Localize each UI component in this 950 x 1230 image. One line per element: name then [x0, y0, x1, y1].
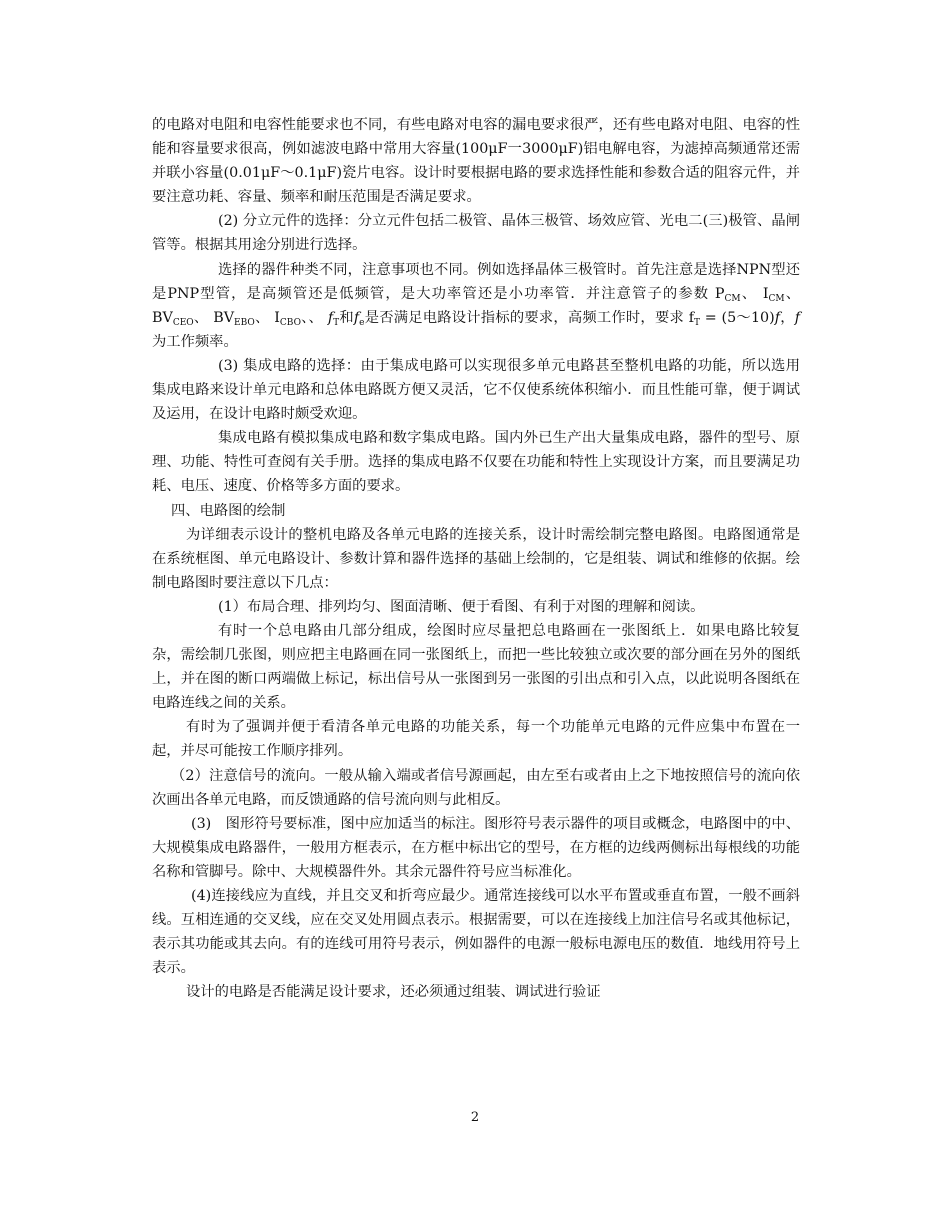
- param-icbo: $I_{CBO}$: [274, 309, 301, 328]
- paragraph-signal-flow: （2）注意信号的流向。一般从输入端或者信号源画起，由左至右或者由上之下地按照信号的流向依次画出各单元电路，而反馈通路的信号流向则与此相反。: [152, 767, 800, 808]
- document-body: [152, 113, 800, 1004]
- param-ft: $f_T$: [327, 309, 340, 328]
- paragraph-integrated-circuits: (3) 集成电路的选择：由于集成电路可以实现很多单元电路甚至整机电路的功能，所以选用集成电路来设计单元电路和总体电路既方便又灵活，它不仅使系统体积缩小．而且性能可靠，便于调试及运用，在设计电路时颇受欢迎。: [152, 357, 800, 423]
- param-bvebo: $BV_{EBO}$: [213, 309, 255, 328]
- paragraph-layout-rule: (1）布局合理、排列均匀、图面清晰、便于看图、有利于对图的理解和阅读。: [218, 598, 705, 615]
- paragraph-ic-types: 集成电路有模拟集成电路和数字集成电路。国内外已生产出大量集成电路，器件的型号、原理、功能、特性可查阅有关手册。选择的集成电路不仅要在功能和特性上实现设计方案，而且要满足功耗、电压、速度、价格等多方面的要求。: [152, 430, 800, 495]
- page-number: 2: [470, 1110, 480, 1125]
- paragraph-capacitor-requirements: 的电路对电阻和电容性能要求也不同，有些电路对电容的漏电要求很严，还有些电路对电阻、电容的性能和容量要求很高，例如滤波电路中常用大容量(100μF一3000μF)铝电解电容，为滤掉高频通常还需并联小容量(0.01μF～0.1μF)瓷片电容。设计时要根据电路的要求选择性能和参数合适的阻容元件，并要注意功耗、容量、频率和耐压范围是否满足要求。: [152, 117, 800, 206]
- paragraph-discrete-components: (2) 分立元件的选择：分立元件包括二极管、晶体三极管、场效应管、光电二(三)极管、晶闸管等。根据其用途分别进行选择。: [152, 213, 800, 254]
- section-heading-circuit-drawing: 四、电路图的绘制: [171, 502, 286, 519]
- paragraph-circuit-diagram-intro: 为详细表示设计的整机电路及各单元电路的连接关系，设计时需绘制完整电路图。电路图通常是在系统框图、单元电路设计、参数计算和器件选择的基础上绘制的，它是组装、调试和维修的依据。绘制电路图时要注意以下几点：: [152, 526, 800, 591]
- paragraph-verification: 设计的电路是否能满足设计要求，还必须通过组装、调试进行验证: [186, 984, 601, 1001]
- paragraph-symbol-standards: (3) 图形符号要标准，图中应加适当的标注。图形符号表示器件的项目或概念，电路图中的中、大规模集成电路器件，一般用方框表示，在方框中标出它的型号，在方框的边线两侧标出每根线的功能名称和管脚号。除中、大规模器件外。其余元器件符号应当标准化。: [152, 815, 800, 880]
- param-fe: $f_e$: [353, 309, 365, 328]
- paragraph-multi-sheet: 有时一个总电路由几部分组成，绘图时应尽量把总电路画在一张图纸上．如果电路比较复杂，需绘制几张图，则应把主电路画在同一张图纸上，而把一些比较独立或次要的部分画在另外的图纸上，并在图的断口两端做上标记，标出信号从一张图到另一张图的引出点和引入点，以此说明各图纸在电路连线之间的关系。: [152, 622, 800, 712]
- param-pcm: $P_{CM}$: [714, 285, 741, 304]
- paragraph-functional-grouping: 有时为了强调并便于看清各单元电路的功能关系，每一个功能单元电路的元件应集中布置在一起，并尽可能按工作顺序排列。: [152, 719, 800, 760]
- param-bvceo: $BV_{CEO}$: [152, 309, 194, 328]
- paragraph-transistor-selection: 选择的器件种类不同，注意事项也不同。例如选择晶体三极管时。首先注意是选择NPN型还是PNP型管，是高频管还是低频管，是大功率管还是小功率管．并注意管子的参数 $P_{CM}$、 $I_{CM}$、 $BV_{CEO}$、 $BV_{EBO}$、 $I_{CBO}$、、 $f_T$和$f_e$是否满足电路设计指标的要求，高频工作时，要求 $f_T$ = (5～10)f，f 为工作频率。: [152, 261, 801, 350]
- param-icm: $I_{CM}$: [762, 285, 785, 304]
- paragraph-connection-lines: (4)连接线应为直线，并且交叉和折弯应最少。通常连接线可以水平布置或垂直布置，一般不画斜线。互相连通的交叉线，应在交叉处用圆点表示。根据需要，可以在连接线上加注信号名或其他标记，表示其功能或其去向。有的连线可用符号表示，例如器件的电源一般标电源电压的数值．地线用符号上表示。: [152, 888, 800, 977]
